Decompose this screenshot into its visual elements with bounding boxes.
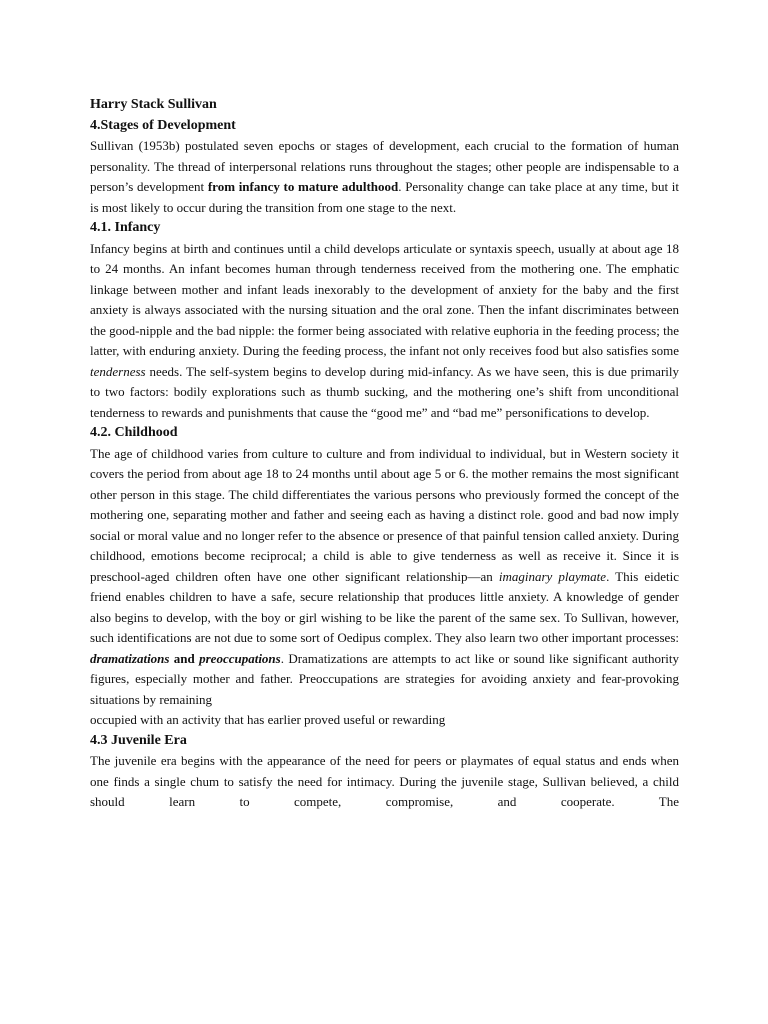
bold-phrase: and xyxy=(169,650,200,666)
section-heading-infancy: 4.1. Infancy xyxy=(90,220,161,235)
italic-phrase: dramatizations xyxy=(90,650,170,666)
text-run: Sullivan (1953b) postulated seven epochs or stages of development, each crucial to the formation of human personality. The thread of interpersonal relations runs throughout the stages; other people are indispensable to a person’s development xyxy=(90,138,679,194)
text-run: . Dramatizations are attempts to act like or sound like significant authority figures, especially mother and father. Preoccupations are strategies for avoiding anxiety and fear-provoking situations by remaining xyxy=(90,650,679,707)
paragraph-stages xyxy=(90,136,679,218)
paragraph-infancy xyxy=(90,239,679,424)
italic-phrase: imaginary playmate xyxy=(498,568,607,584)
text-run: . This eidetic friend enables children to have a safe, secure relationship that produces little anxiety. A knowledge of gender also begins to develop, with the boy or girl wishing to be like the parent of the same sex. To Sullivan, however, such identifications are not due to some sort of Oedipus complex. They also learn two other important processes: xyxy=(90,568,679,645)
text-run: Infancy begins at birth and continues until a child develops articulate or syntaxis speech, usually at about age 18 to 24 months. An infant becomes human through tenderness received from the mothering one. The emphatic linkage between mother and infant leads inexorably to the development of anxiety for the baby and the first anxiety is always associated with the nursing situation and the oral zone. Then the infant discriminates between the good-nipple and the bad nipple: the former being associated with relative euphoria in the feeding process; the latter, with enduring anxiety. During the feeding process, the infant not only receives food but also satisfies some xyxy=(90,240,679,358)
section-heading-juvenile: 4.3 Juvenile Era xyxy=(90,732,187,748)
text-run: . Personality change can take place at any time, but it is most likely to occur during the transition from one stage to the next. xyxy=(90,179,679,215)
paragraph-juvenile: The juvenile era begins with the appearance of the need for peers or playmates of equal status and ends when one finds a single chum to satisfy the need for intimacy. During the juvenile stage, Sullivan believed, a child should learn to compete, compromise, and cooperate. The xyxy=(90,753,679,809)
italic-phrase: tenderness xyxy=(90,363,146,379)
paragraph-childhood-continued: occupied with an activity that has earlier proved useful or rewarding xyxy=(90,712,446,727)
italic-phrase: preoccupations xyxy=(199,650,281,666)
bold-phrase: from infancy to mature adulthood xyxy=(207,179,399,194)
bold-italic-phrase xyxy=(90,651,169,666)
paragraph-childhood xyxy=(90,444,679,711)
bold-italic-phrase xyxy=(199,651,281,666)
author-heading: Harry Stack Sullivan xyxy=(90,97,217,112)
document-page xyxy=(90,95,679,813)
section-heading-stages: 4.Stages of Development xyxy=(90,117,236,133)
text-run: needs. The self-system begins to develop during mid-infancy. As we have seen, this is due primarily to two factors: bodily explorations such as thumb sucking, and the mothering one’s shift from unconditional tenderness to rewards and punishments that cause the “good me” and “bad me” personifications to develop. xyxy=(90,363,679,420)
text-run: The age of childhood varies from culture to culture and from individual to individual, but in Western society it covers the period from about age 18 to 24 months until about age 5 or 6. the mother remains the most significant other person in this stage. The child differentiates the various persons who previously formed the concept of the mothering one, separating mother and father and seeing each as having a distinct role. good and bad now imply social or moral value and no longer refer to the absence or presence of that painful tension called anxiety. During childhood, emotions become reciprocal; a child is able to give tenderness as well as receive it. Since it is preschool-aged children often have one other significant relationship—an xyxy=(90,445,679,584)
section-heading-childhood: 4.2. Childhood xyxy=(90,425,178,440)
